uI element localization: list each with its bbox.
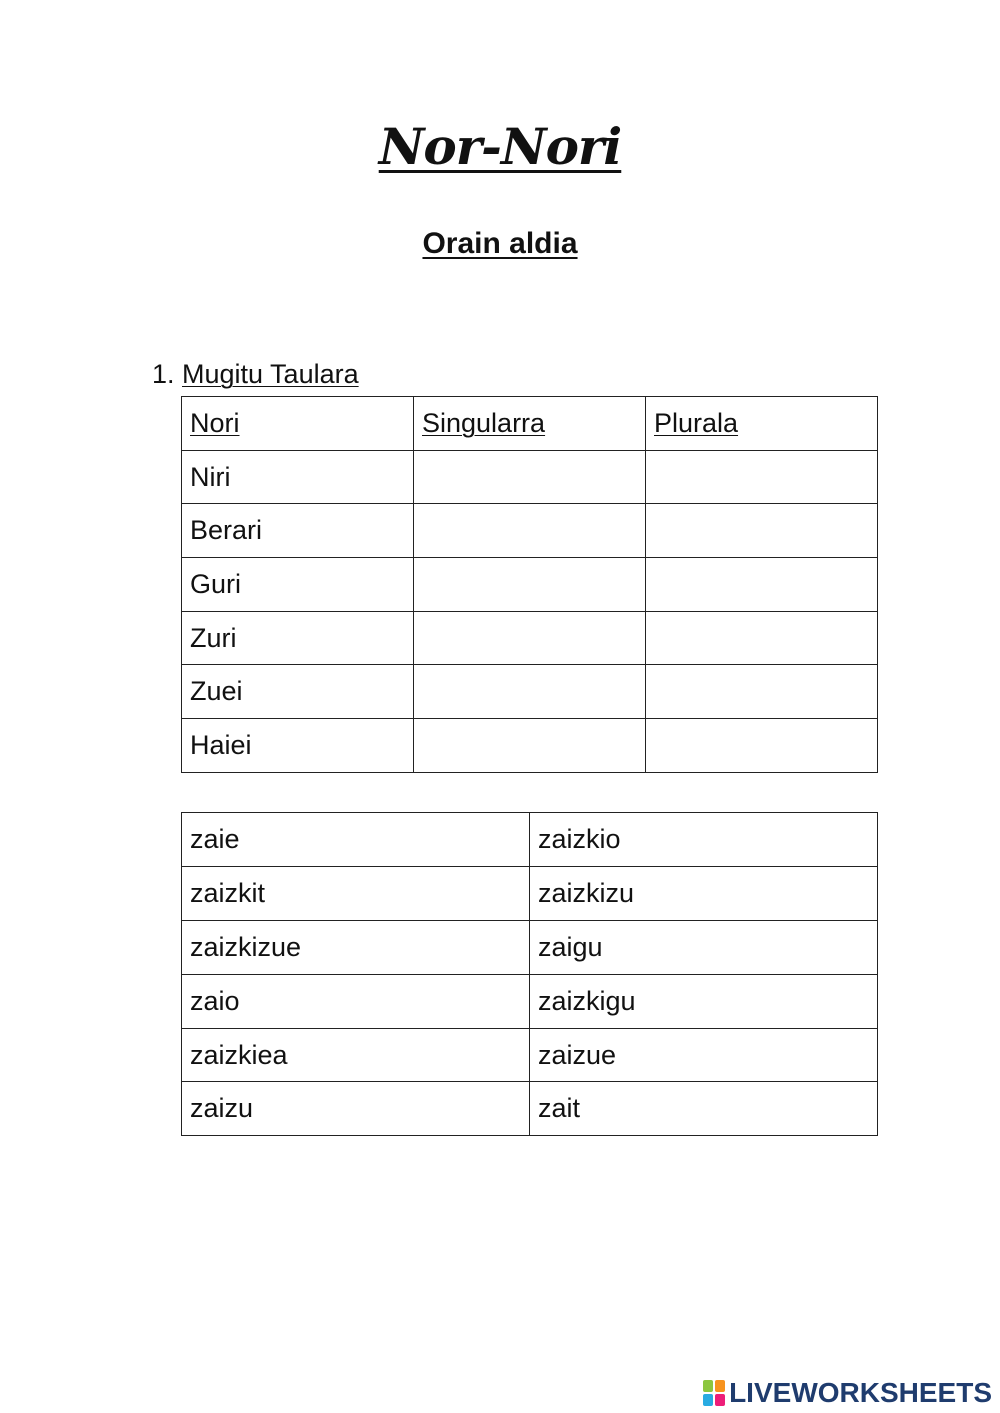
drop-cell-singular[interactable]: [414, 450, 646, 504]
row-label: Zuri: [182, 611, 414, 665]
table-row: [182, 920, 878, 974]
table-row: [182, 611, 878, 665]
table-row: [182, 719, 878, 773]
header-cell-singularra: Singularra: [414, 397, 646, 451]
draggable-word[interactable]: zaie: [182, 813, 530, 867]
liveworksheets-brand-text: LIVEWORKSHEETS: [729, 1377, 992, 1408]
table-row: [182, 450, 878, 504]
logo-square-green: [703, 1380, 713, 1392]
drop-cell-singular[interactable]: [414, 665, 646, 719]
draggable-word[interactable]: zaizkit: [182, 866, 530, 920]
header-cell-nori: Nori: [182, 397, 414, 451]
liveworksheets-logo[interactable]: [703, 1376, 992, 1410]
draggable-word[interactable]: zait: [530, 1082, 878, 1136]
verb-table: [181, 396, 878, 773]
drop-cell-plural[interactable]: [646, 611, 878, 665]
drop-cell-plural[interactable]: [646, 504, 878, 558]
liveworksheets-logo-icon: [703, 1380, 725, 1406]
logo-square-pink: [715, 1394, 725, 1406]
header-cell-plurala: Plurala: [646, 397, 878, 451]
drop-cell-plural[interactable]: [646, 719, 878, 773]
drop-cell-plural[interactable]: [646, 558, 878, 612]
table-row: [182, 558, 878, 612]
logo-square-orange: [715, 1380, 725, 1392]
table-header-row: [182, 397, 878, 451]
draggable-word[interactable]: zaizu: [182, 1082, 530, 1136]
page-title: Nor-Nori: [378, 117, 622, 176]
table-row: [182, 866, 878, 920]
row-label: Zuei: [182, 665, 414, 719]
drop-cell-plural[interactable]: [646, 450, 878, 504]
table-row: [182, 974, 878, 1028]
row-label: Haiei: [182, 719, 414, 773]
draggable-word[interactable]: zaizkizu: [530, 866, 878, 920]
table-row: [182, 1028, 878, 1082]
row-label: Niri: [182, 450, 414, 504]
draggable-word[interactable]: zaizkizue: [182, 920, 530, 974]
draggable-word[interactable]: zaizkigu: [530, 974, 878, 1028]
drop-cell-singular[interactable]: [414, 504, 646, 558]
drop-cell-plural[interactable]: [646, 665, 878, 719]
section-heading-text: Mugitu Taulara: [182, 359, 359, 389]
logo-square-blue: [703, 1394, 713, 1406]
table-row: [182, 665, 878, 719]
draggable-word[interactable]: zaio: [182, 974, 530, 1028]
drop-cell-singular[interactable]: [414, 719, 646, 773]
table-row: [182, 1082, 878, 1136]
draggable-word[interactable]: zaizkiea: [182, 1028, 530, 1082]
section-heading: [152, 356, 359, 392]
table-row: [182, 813, 878, 867]
row-label: Guri: [182, 558, 414, 612]
section-number: 1.: [152, 359, 175, 389]
draggable-word[interactable]: zaigu: [530, 920, 878, 974]
word-bank-table: [181, 812, 878, 1136]
table-row: [182, 504, 878, 558]
draggable-word[interactable]: zaizkio: [530, 813, 878, 867]
drop-cell-singular[interactable]: [414, 611, 646, 665]
page-subtitle: Orain aldia: [422, 227, 578, 260]
drop-cell-singular[interactable]: [414, 558, 646, 612]
draggable-word[interactable]: zaizue: [530, 1028, 878, 1082]
row-label: Berari: [182, 504, 414, 558]
